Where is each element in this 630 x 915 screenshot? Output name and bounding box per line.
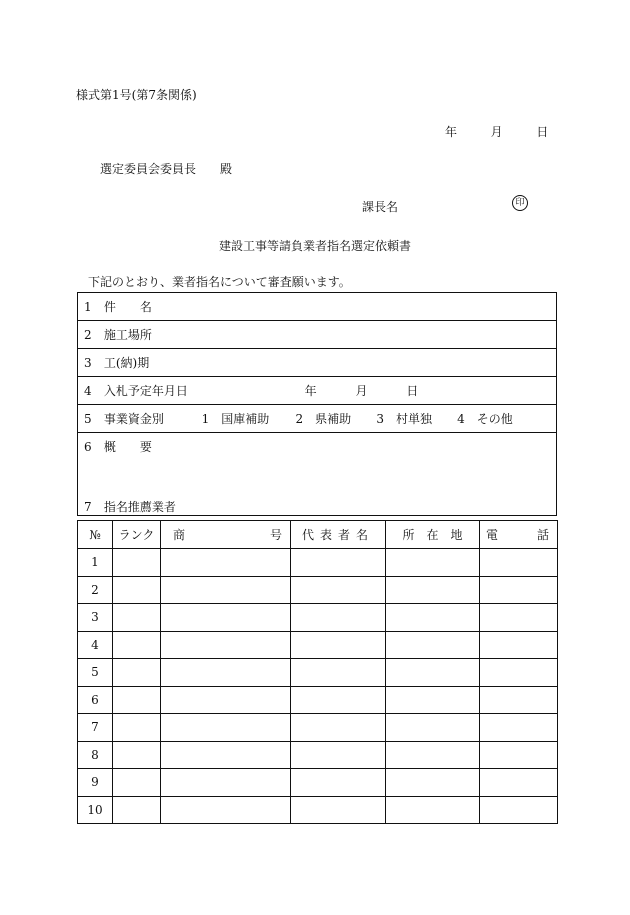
address-cell bbox=[386, 659, 480, 687]
funding-option: 3 村単独 bbox=[376, 412, 432, 426]
bid-date-month: 月 bbox=[355, 384, 368, 398]
vendor-row-number: 2 bbox=[78, 576, 113, 604]
vendor-row-number: 1 bbox=[78, 549, 113, 577]
rank-cell bbox=[113, 631, 161, 659]
vendor-row-number: 4 bbox=[78, 631, 113, 659]
date-day: 日 bbox=[536, 125, 549, 139]
col-header-phone-a: 電 bbox=[486, 528, 499, 542]
representative-cell bbox=[291, 659, 386, 687]
representative-cell bbox=[291, 549, 386, 577]
vendor-row-number: 7 bbox=[78, 714, 113, 742]
address-cell bbox=[386, 796, 480, 824]
vendor-row bbox=[78, 604, 558, 632]
vendor-row bbox=[78, 659, 558, 687]
trade-name-cell bbox=[161, 604, 291, 632]
phone-cell bbox=[480, 741, 558, 769]
item-label: 入札予定年月日 bbox=[103, 384, 188, 398]
item-row bbox=[78, 405, 557, 433]
representative-cell bbox=[291, 686, 386, 714]
address-cell bbox=[386, 604, 480, 632]
seal-mark: 印 bbox=[512, 195, 528, 211]
trade-name-cell bbox=[161, 631, 291, 659]
address-cell bbox=[386, 714, 480, 742]
vendor-row-number: 9 bbox=[78, 769, 113, 797]
address-cell bbox=[386, 741, 480, 769]
trade-name-cell bbox=[161, 549, 291, 577]
item-row bbox=[78, 293, 557, 321]
vendor-header-row bbox=[78, 521, 558, 549]
nominees-heading: 指名推薦業者 bbox=[103, 500, 176, 514]
item-number: 7 bbox=[84, 500, 92, 514]
item-label: 概 要 bbox=[103, 440, 152, 454]
phone-cell bbox=[480, 604, 558, 632]
vendor-row bbox=[78, 741, 558, 769]
request-date bbox=[445, 123, 548, 140]
item-row bbox=[78, 433, 557, 516]
item-cell bbox=[78, 293, 557, 321]
intro-text: 下記のとおり、業者指名について審査願います。 bbox=[88, 275, 351, 289]
representative-cell bbox=[291, 604, 386, 632]
funding-option: 2 県補助 bbox=[295, 412, 352, 426]
phone-cell bbox=[480, 549, 558, 577]
rank-cell bbox=[113, 686, 161, 714]
vendor-row bbox=[78, 714, 558, 742]
col-header-phone bbox=[480, 521, 558, 549]
representative-cell bbox=[291, 576, 386, 604]
address-cell bbox=[386, 549, 480, 577]
address-cell bbox=[386, 576, 480, 604]
trade-name-cell bbox=[161, 741, 291, 769]
item-label: 施工場所 bbox=[103, 328, 152, 342]
col-header-address: 所 在 地 bbox=[386, 521, 480, 549]
item-row bbox=[78, 321, 557, 349]
bid-date-year: 年 bbox=[304, 384, 317, 398]
rank-cell bbox=[113, 659, 161, 687]
rank-cell bbox=[113, 741, 161, 769]
item-cell bbox=[78, 433, 557, 516]
rank-cell bbox=[113, 604, 161, 632]
item-number: 3 bbox=[84, 356, 92, 370]
representative-cell bbox=[291, 796, 386, 824]
document-title: 建設工事等請負業者指名選定依頼書 bbox=[218, 239, 411, 253]
item-cell bbox=[78, 349, 557, 377]
phone-cell bbox=[480, 686, 558, 714]
item-row bbox=[78, 377, 557, 405]
vendor-row-number: 3 bbox=[78, 604, 113, 632]
vendor-row-number: 6 bbox=[78, 686, 113, 714]
vendor-row bbox=[78, 796, 558, 824]
item-number: 5 bbox=[84, 412, 92, 426]
rank-cell bbox=[113, 796, 161, 824]
trade-name-cell bbox=[161, 714, 291, 742]
nominated-vendors-table bbox=[77, 520, 558, 824]
address-cell bbox=[386, 769, 480, 797]
vendor-row bbox=[78, 631, 558, 659]
phone-cell bbox=[480, 714, 558, 742]
item-label: 工(納)期 bbox=[103, 356, 150, 370]
item-cell bbox=[78, 377, 557, 405]
addressee: 選定委員会委員長 殿 bbox=[100, 162, 233, 176]
phone-cell bbox=[480, 796, 558, 824]
rank-cell bbox=[113, 549, 161, 577]
vendor-row bbox=[78, 769, 558, 797]
representative-cell bbox=[291, 631, 386, 659]
phone-cell bbox=[480, 631, 558, 659]
item-cell bbox=[78, 405, 557, 433]
item-number: 4 bbox=[84, 384, 92, 398]
col-header-trade-name-a: 商 bbox=[173, 528, 186, 542]
col-header-number: № bbox=[78, 521, 113, 549]
trade-name-cell bbox=[161, 659, 291, 687]
representative-cell bbox=[291, 741, 386, 769]
item-number: 2 bbox=[84, 328, 92, 342]
address-cell bbox=[386, 686, 480, 714]
vendor-row bbox=[78, 549, 558, 577]
date-year: 年 bbox=[445, 125, 458, 139]
col-header-rank: ランク bbox=[113, 521, 161, 549]
vendor-row bbox=[78, 576, 558, 604]
item-number: 6 bbox=[84, 440, 92, 454]
trade-name-cell bbox=[161, 769, 291, 797]
phone-cell bbox=[480, 576, 558, 604]
phone-cell bbox=[480, 769, 558, 797]
trade-name-cell bbox=[161, 576, 291, 604]
representative-cell bbox=[291, 769, 386, 797]
address-cell bbox=[386, 631, 480, 659]
vendor-row-number: 8 bbox=[78, 741, 113, 769]
item-number: 1 bbox=[84, 300, 92, 314]
rank-cell bbox=[113, 769, 161, 797]
trade-name-cell bbox=[161, 796, 291, 824]
col-header-trade-name-b: 号 bbox=[269, 528, 282, 542]
trade-name-cell bbox=[161, 686, 291, 714]
form-number-label: 様式第1号(第7条関係) bbox=[76, 88, 197, 102]
phone-cell bbox=[480, 659, 558, 687]
col-header-trade-name bbox=[161, 521, 291, 549]
funding-option: 4 その他 bbox=[457, 412, 513, 426]
representative-cell bbox=[291, 714, 386, 742]
vendor-row-number: 5 bbox=[78, 659, 113, 687]
item-cell bbox=[78, 321, 557, 349]
item-row bbox=[78, 349, 557, 377]
item-label: 事業資金別 bbox=[103, 412, 164, 426]
rank-cell bbox=[113, 714, 161, 742]
date-month: 月 bbox=[490, 125, 503, 139]
bid-date-day: 日 bbox=[406, 384, 419, 398]
funding-option: 1 国庫補助 bbox=[201, 412, 270, 426]
vendor-row-number: 10 bbox=[78, 796, 113, 824]
item-label: 件 名 bbox=[103, 300, 152, 314]
col-header-representative: 代表者名 bbox=[291, 521, 386, 549]
signatory-label: 課長名 bbox=[362, 200, 399, 214]
vendor-row bbox=[78, 686, 558, 714]
rank-cell bbox=[113, 576, 161, 604]
request-items-table bbox=[77, 292, 557, 516]
col-header-phone-b: 話 bbox=[536, 528, 549, 542]
